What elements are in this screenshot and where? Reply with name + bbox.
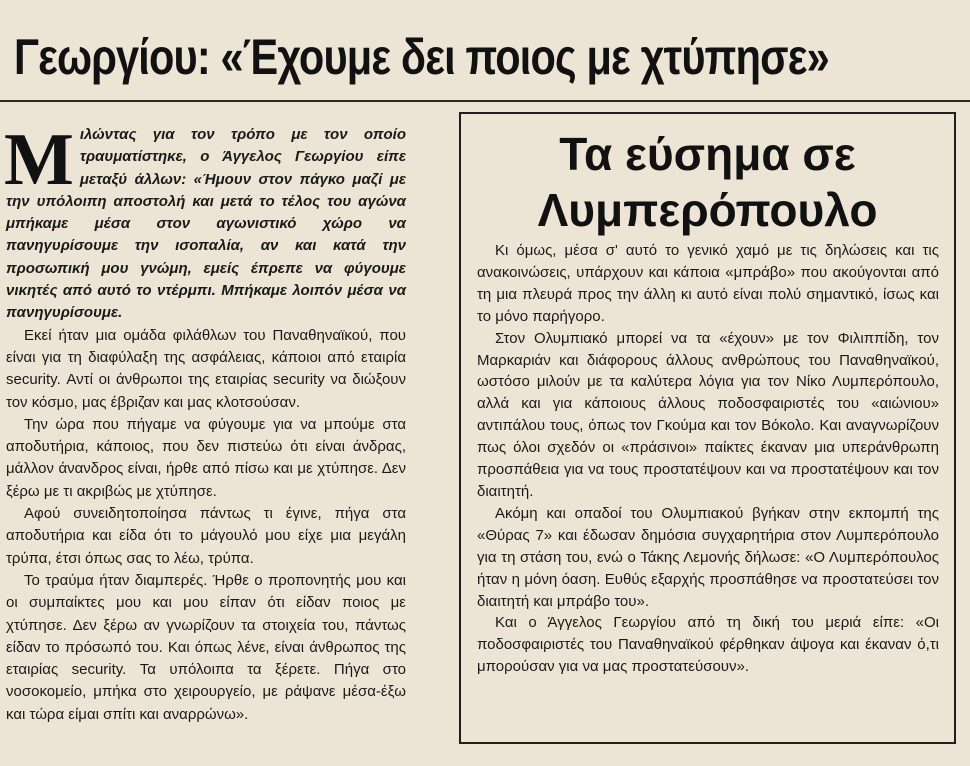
sidebar-paragraph: Ακόμη και οπαδοί του Ολυμπιακού βγήκαν στην εκπομπή της «Θύρας 7» και έδωσαν δημόσια συγχαρητήρια στον Λυμπερόπουλο για τη στάση του, ενώ ο Τάκης Λεμονής δήλωσε: «Ο Λυμπερόπουλος ήταν η μόνη όαση. Ευθύς εξαρχής προσπάθησε να προστατεύσει τον διαιτητή και μπράβο του». bbox=[477, 504, 939, 610]
sidebar-title bbox=[461, 126, 954, 238]
article-paragraph: Το τραύμα ήταν διαμπερές. Ήρθε ο προπονητής μου και οι συμπαίκτες μου και μου είπαν ότι είδαν ποιος με χτύπησε. Δεν ξέρω αν γνωρίζουν τα στοιχεία του, πάντως είδαν το πρόσωπό του. Και όπως λένε, είναι άνθρωπος της εταιρίας security. Τα υπόλοιπα τα ξέρετε. Πήγα στο νοσοκομείο, μπήκα στο χειρουργείο, με ράψανε μέσα-έξω και τώρα είμαι σπίτι και αναρρώνω». bbox=[6, 571, 406, 723]
sidebar-paragraph: Και ο Άγγελος Γεωργίου από τη δική του μεριά είπε: «Οι ποδοσφαιριστές του Παναθηναϊκού φέρθηκαν άψογα και έκαναν ό,τι μπορούσαν για να μας προστατεύσουν». bbox=[477, 614, 939, 676]
sidebar-box bbox=[459, 112, 956, 744]
lead-paragraph bbox=[4, 119, 406, 325]
article-paragraph: Εκεί ήταν μια ομάδα φιλάθλων του Παναθηναϊκού, που είναι για τη διαφύλαξη της ασφάλειας, κάποιοι από εταιρία security. Αντί οι άνθρωποι της εταιρίας security να διώξουν τον κόσμο, μας έβριζαν και μας κλοτσούσαν. bbox=[6, 326, 406, 411]
sidebar-body bbox=[477, 240, 939, 678]
drop-cap: Μ bbox=[4, 119, 74, 201]
article-paragraph: Αφού συνειδητοποίησα πάντως τι έγινε, πήγα στα αποδυτήρια και είδα ότι το μάγουλό μου είχε μια μεγάλη τρύπα, έτσι όπως σας το λέω, τρύπα. bbox=[6, 505, 406, 567]
headline: Γεωργίου: «Έχουμε δει ποιος με χτύπησε» bbox=[14, 29, 829, 85]
sidebar-title-line2: Λυμπερόπουλο bbox=[537, 184, 878, 236]
main-article-column bbox=[4, 119, 406, 764]
headline-rule bbox=[0, 100, 970, 102]
sidebar-paragraph: Κι όμως, μέσα σ' αυτό το γενικό χαμό με τις δηλώσεις και τις ανακοινώσεις, υπάρχουν και κάποια «μπράβο» που ακούγονται από τη μια πλευρά προς την άλλη κι αυτό είναι πολύ σημαντικό, ίσως και το μόνο παρήγορο. bbox=[477, 242, 939, 325]
sidebar-paragraph: Στον Ολυμπιακό μπορεί να τα «έχουν» με τον Φιλιππίδη, τον Μαρκαριάν και διάφορους άλλους ανθρώπους του Παναθηναϊκού, ωστόσο μιλούν με τα καλύτερα λόγια για τον Νίκο Λυμπερόπουλο, αλλά και για κάποιους άλλους ποδοσφαιριστές του «αιώνιου» αντιπάλου τους, όπως τον Γκούμα και τον Βόκολο. Και αναγνωρίζουν πως όλοι σχεδόν οι «πράσινοι» παίκτες έκαναν μια υπεράνθρωπη προσπάθεια για να τους προστατέψουν και να προστατέψουν και τον διαιτητή. bbox=[477, 329, 939, 500]
sidebar-title-line1: Τα εύσημα σε bbox=[559, 128, 856, 180]
article-paragraph: Την ώρα που πήγαμε να φύγουμε για να μπούμε στα αποδυτήρια, κάποιος, που δεν πιστεύω ότι είναι άνδρας, μάλλον άνανδρος είναι, ήρθε από πίσω και με χτύπησε. Δεν ξέρω με τι ακριβώς με χτύπησε. bbox=[6, 415, 406, 500]
lead-paragraph-text: ιλώντας για τον τρόπο με τον οποίο τραυματίστηκε, ο Άγγελος Γεωργίου είπε μεταξύ άλλων: «Ήμουν στον πάγκο μαζί με την υπόλοιπη αποστολή και μετά το τέλος του αγώνα μπήκαμε μέσα στον αγωνιστικό χώρο να πανηγυρίσουμε την ισοπαλία, αν και κατά την προσωπική μου γνώμη, εμείς έπρεπε να φύγουμε νικητές από αυτό το ντέρμπι. Μπήκαμε λοιπόν μέσα να πανηγυρίσουμε. bbox=[6, 126, 406, 322]
